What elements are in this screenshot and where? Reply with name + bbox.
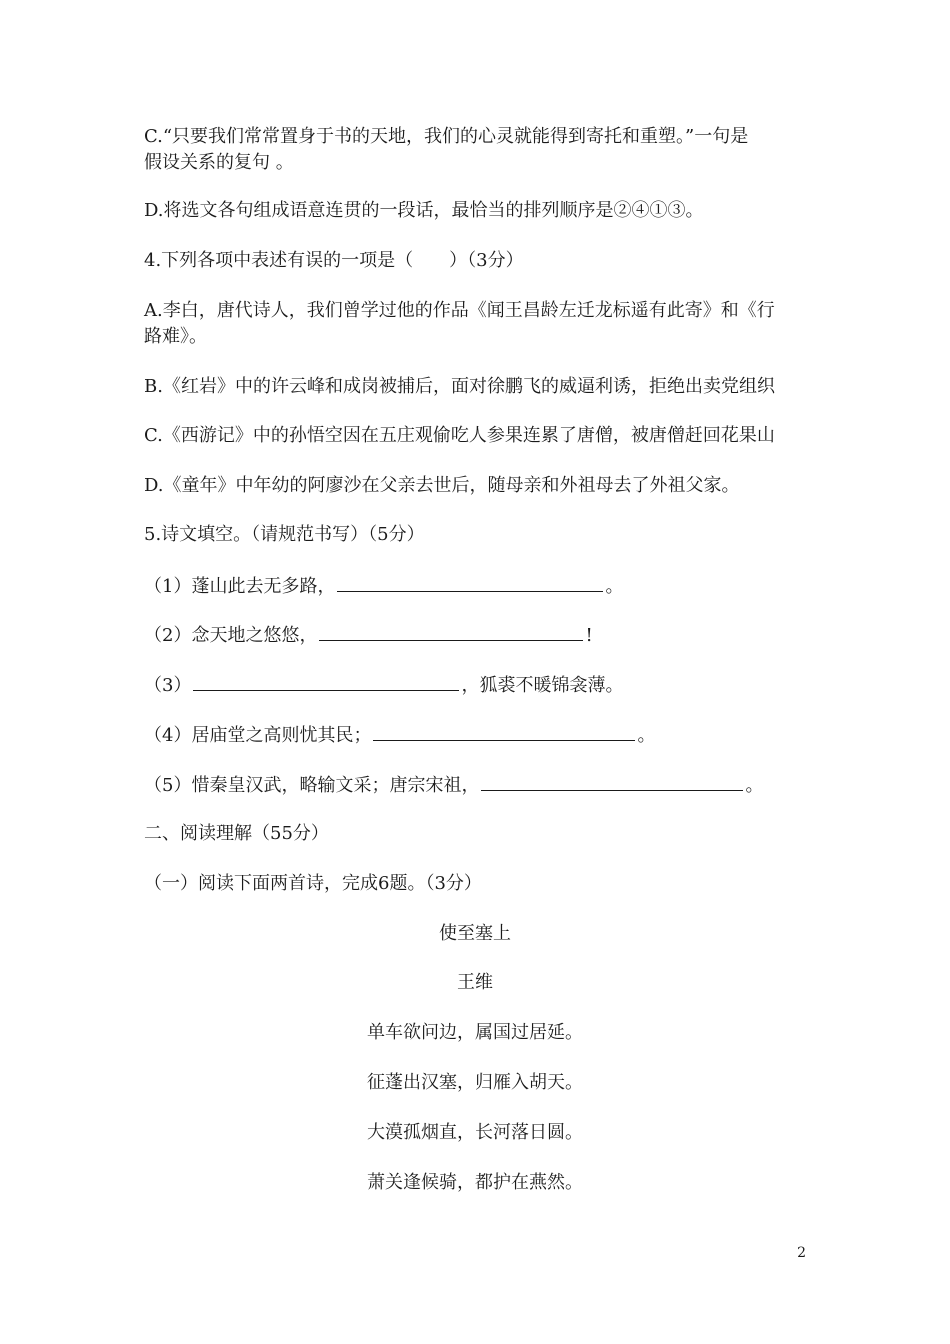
q3-option-c-line2: 假设关系的复句 。 xyxy=(144,152,294,173)
q5-item-3-suffix: ，狐裘不暖锦衾薄。 xyxy=(461,675,624,696)
q5-stem: 5.诗文填空。（请规范书写）（5分） xyxy=(144,524,425,545)
q4-option-c: C.《西游记》中的孙悟空因在五庄观偷吃人参果连累了唐僧，被唐僧赶回花果山 xyxy=(144,425,775,446)
q4-option-b: B.《红岩》中的许云峰和成岗被捕后，面对徐鹏飞的威逼利诱，拒绝出卖党组织 xyxy=(144,376,775,397)
section-2-title: 二、阅读理解（55分） xyxy=(144,823,329,844)
poem-line: 萧关逢候骑，都护在燕然。 xyxy=(367,1172,583,1193)
q5-item-2-suffix: ! xyxy=(585,625,593,646)
q5-item-2 xyxy=(144,622,808,649)
page-number: 2 xyxy=(797,1245,806,1261)
q5-item-3 xyxy=(144,672,808,699)
q4-option-a-line2: 路难》。 xyxy=(144,326,207,347)
q5-item-4-suffix: 。 xyxy=(637,725,656,746)
section-2-part-1: （一）阅读下面两首诗，完成6题。（3分） xyxy=(144,873,482,894)
q3-option-d: D.将选文各句组成语意连贯的一段话，最恰当的排列顺序是②④①③。 xyxy=(144,200,704,221)
poem-author: 王维 xyxy=(457,972,493,993)
q5-item-5 xyxy=(144,772,808,799)
q4-option-a-line1: A.李白，唐代诗人，我们曾学过他的作品《闻王昌龄左迁龙标遥有此寄》和《行 xyxy=(144,300,775,321)
q5-item-1 xyxy=(144,573,808,600)
q5-item-5-suffix: 。 xyxy=(745,775,764,796)
q5-item-1-prefix: （1）蓬山此去无多路， xyxy=(144,576,336,597)
q5-item-5-prefix: （5）惜秦皇汉武，略输文采；唐宗宋祖， xyxy=(144,775,480,796)
q5-item-4-prefix: （4）居庙堂之高则忧其民； xyxy=(144,725,372,746)
q5-item-3-blank[interactable] xyxy=(193,672,459,691)
q5-item-1-suffix: 。 xyxy=(605,576,624,597)
q5-item-2-prefix: （2）念天地之悠悠， xyxy=(144,625,318,646)
poem-title: 使至塞上 xyxy=(439,923,511,944)
poem-line: 单车欲问边，属国过居延。 xyxy=(367,1022,583,1043)
q4-stem: 4.下列各项中表述有误的一项是（ ）（3分） xyxy=(144,250,524,271)
q3-option-c-line1: C.“只要我们常常置身于书的天地，我们的心灵就能得到寄托和重塑。”一句是 xyxy=(144,126,749,147)
q5-item-4-blank[interactable] xyxy=(373,722,635,741)
poem-line: 大漠孤烟直，长河落日圆。 xyxy=(367,1122,583,1143)
q5-item-1-blank[interactable] xyxy=(337,573,603,592)
q5-item-4 xyxy=(144,722,808,749)
q4-option-d: D.《童年》中年幼的阿廖沙在父亲去世后，随母亲和外祖母去了外祖父家。 xyxy=(144,475,740,496)
q5-item-3-prefix: （3） xyxy=(144,675,192,696)
q5-item-5-blank[interactable] xyxy=(481,772,743,791)
poem-line: 征蓬出汉塞，归雁入胡天。 xyxy=(367,1072,583,1093)
q5-item-2-blank[interactable] xyxy=(319,622,583,641)
